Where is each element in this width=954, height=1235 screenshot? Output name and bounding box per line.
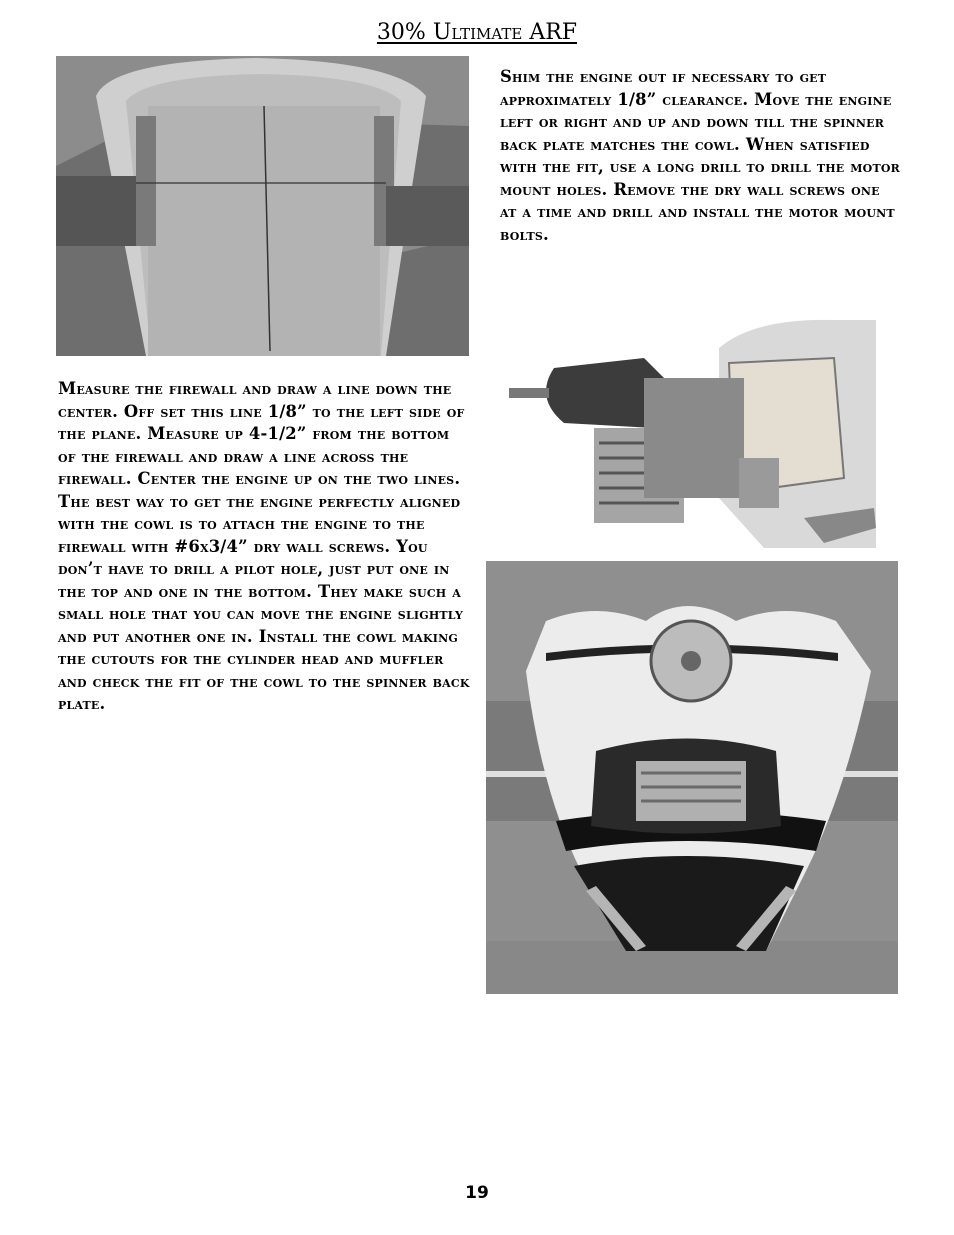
page-number: 19: [465, 1183, 489, 1203]
engine-mounted-photo: [504, 318, 876, 558]
firewall-photo: [56, 56, 469, 356]
firewall-instructions: Measure the firewall and draw a line down the center. Off set this line 1/8” to the left side of the plane. Measure up 4-1/2” from the bottom of the firewall and draw a line across the firewall. Center the engine up on the two lines. The best way to get the engine perfectly aligned with the cowl is to attach the engine to the firewall with #6x3/4” dry wall screws. You don’t have to drill a pilot hole, just put one in the top and one in the bottom. They make such a small hole that you can move the engine slightly and put another one in. Install the cowl making the cutouts for the cylinder head and muffler and check the fit of the cowl to the spinner back plate.: [58, 379, 470, 713]
page-title: 30% Ultimate ARF: [376, 20, 578, 45]
shim-instructions: Shim the engine out if necessary to get approximately 1/8” clearance. Move the engine left or right and up and down till the spinner back plate matches the cowl. When satisfied with the fit, use a long drill to drill the motor mount holes. Remove the dry wall screws one at a time and drill and install the motor mount bolts.: [500, 67, 900, 244]
cowl-installed-photo: [486, 561, 898, 994]
